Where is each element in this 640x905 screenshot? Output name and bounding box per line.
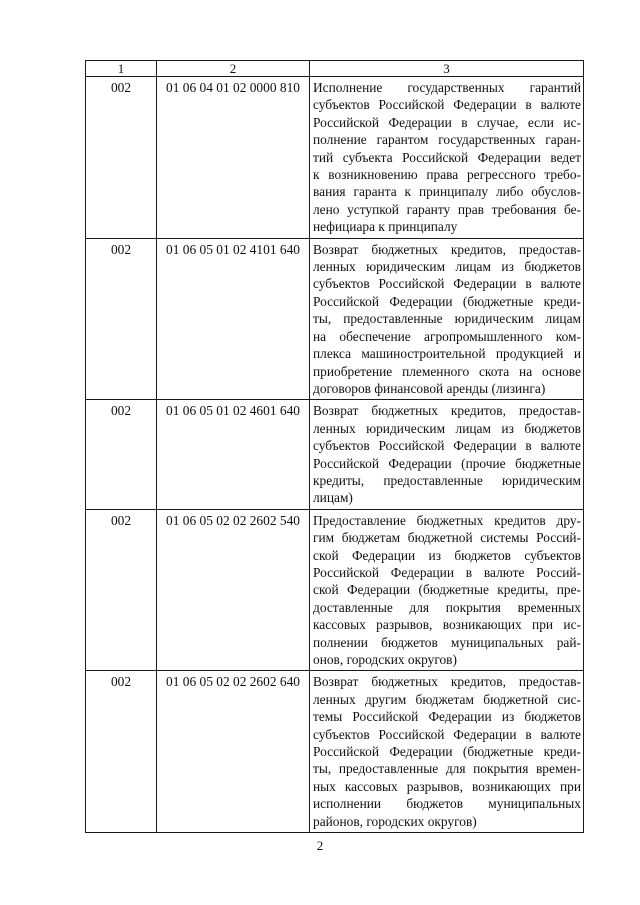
description-line: Возврат бюджетных кредитов, предостав- [313,241,581,257]
description-line: субъектов Российской Федерации в валюте [313,97,581,113]
budget-classification-code-cell: 01 06 05 01 02 4601 640 [157,400,310,509]
table-body [86,61,584,833]
description-cell [310,238,584,400]
table-header-row [86,61,584,77]
description-line: полнении бюджетов муниципальных рай- [313,634,581,650]
description-line: Российской Федерации в валюте Россий- [313,564,581,580]
description-cell [310,671,584,833]
description-line: ской Федерации из бюджетов субъектов [313,547,581,563]
description-line: Предоставление бюджетных кредитов дру- [313,512,581,528]
description-line: исполнении бюджетов муниципальных [313,796,581,812]
admin-code-cell: 002 [86,77,157,239]
description-line: приобретение племенного скота на основе [313,363,581,379]
description-line: плекса машиностроительной продукцией и [313,346,581,362]
description-line: кассовых разрывов, возникающих при ис- [313,617,581,633]
admin-code-cell: 002 [86,671,157,833]
description-line: Российской Федерации в случае, если ис- [313,114,581,130]
table-row [86,400,584,509]
budget-codes-table [85,60,584,833]
description-line: Возврат бюджетных кредитов, предостав- [313,674,581,690]
budget-classification-code-cell: 01 06 05 01 02 4101 640 [157,238,310,400]
description-line: тий субъекта Российской Федерации ведет [313,149,581,165]
description-line: ленных юридическим лицам из бюджетов [313,259,581,275]
admin-code-cell: 002 [86,400,157,509]
admin-code-cell: 002 [86,509,157,671]
description-line: ных кассовых разрывов, возникающих при [313,778,581,794]
description-line: ленных юридическим лицам из бюджетов [313,420,581,436]
column-header-3: 3 [310,61,584,77]
description-line: договоров финансовой аренды (лизинга) [313,380,546,396]
description-cell [310,400,584,509]
description-line: Российской Федерации (бюджетные креди- [313,744,581,760]
table-row [86,238,584,400]
description-line: Российской Федерации (бюджетные креди- [313,293,581,309]
budget-classification-code-cell: 01 06 05 02 02 2602 540 [157,509,310,671]
description-line: субъектов Российской Федерации в валюте [313,276,581,292]
description-line: вания гаранта к принципалу либо обуслов- [313,184,581,200]
description-line: полнение гарантом государственных гаран- [313,132,581,148]
page-number: 2 [316,838,324,853]
description-line: кредиты, предоставленные юридическим [313,472,581,488]
description-cell [310,509,584,671]
description-line: субъектов Российской Федерации в валюте [313,726,581,742]
description-line: ской Федерации (бюджетные кредиты, пре- [313,582,581,598]
admin-code-cell: 002 [86,238,157,400]
description-line: ленных другим бюджетам бюджетной сис- [313,691,581,707]
description-line: нефициара к принципалу [313,219,458,235]
budget-classification-code-cell: 01 06 04 01 02 0000 810 [157,77,310,239]
description-line: ты, предоставленные юридическим лицам [313,311,581,327]
description-line: Российской Федерации (прочие бюджетные [313,455,581,471]
description-line: Возврат бюджетных кредитов, предостав- [313,403,581,419]
column-header-1: 1 [86,61,157,77]
description-line: гим бюджетам бюджетной системы Россий- [313,530,581,546]
description-line: Исполнение государственных гарантий [313,80,581,95]
description-line: к возникновению права регрессного требо- [313,167,581,183]
description-line: темы Российской Федерации из бюджетов [313,709,581,725]
description-line: доставленные для покрытия временных [313,599,581,615]
table-row [86,671,584,833]
description-line: онов, городских округов) [313,652,457,667]
table-row [86,509,584,671]
description-line: районов, городских округов) [313,813,477,829]
description-line: лено уступкой гаранту прав требования бе- [313,201,581,217]
table-row [86,77,584,239]
description-line: ты, предоставленные для покрытия времен- [313,761,581,777]
description-line: на обеспечение агропромышленного ком- [313,328,581,344]
budget-classification-code-cell: 01 06 05 02 02 2602 640 [157,671,310,833]
description-line: субъектов Российской Федерации в валюте [313,438,581,454]
description-cell [310,77,584,239]
column-header-2: 2 [157,61,310,77]
description-line: лицам) [313,490,353,506]
